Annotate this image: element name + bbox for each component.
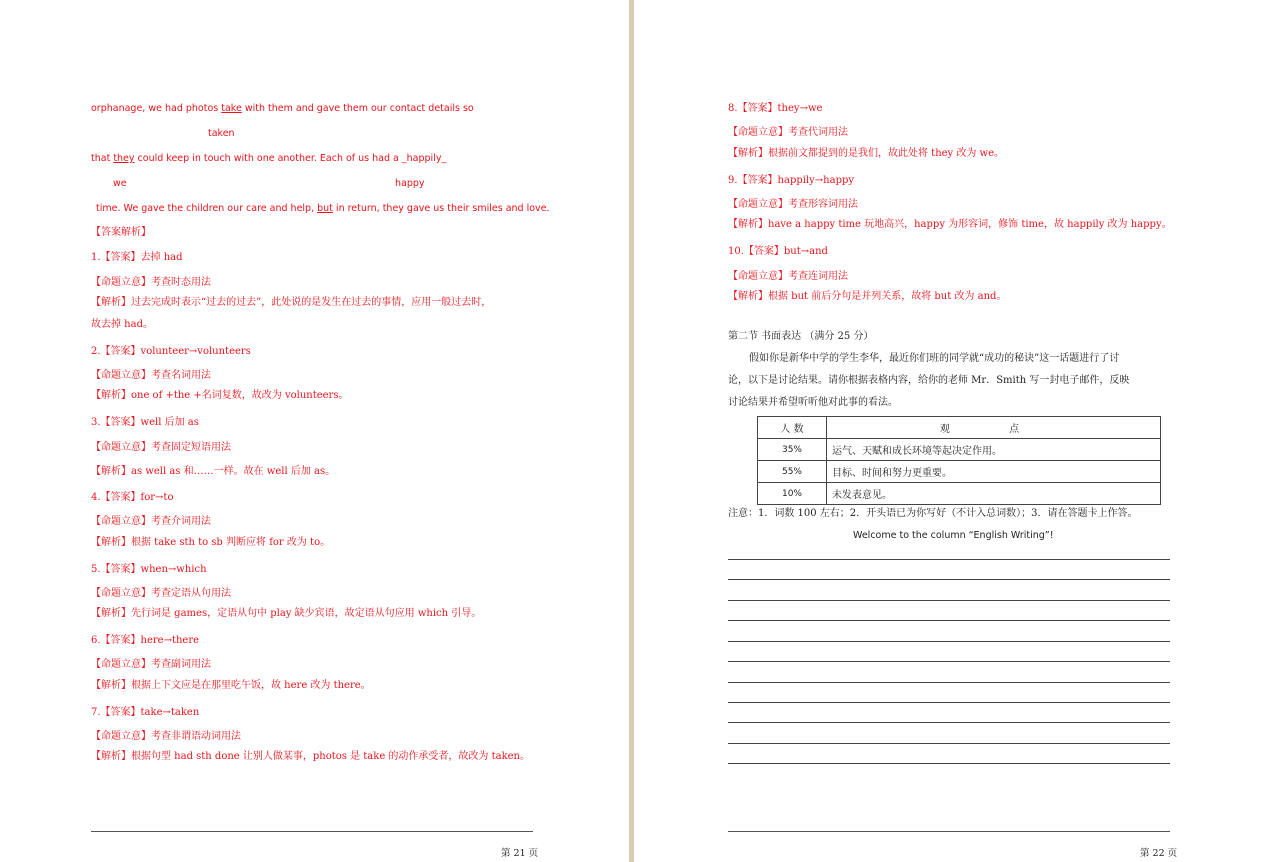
analysis-5: 【解析】先行词是 games，定语从句中 play 缺少宾语，故定语从句应用 which 引导。 xyxy=(91,608,482,619)
answer-8: 8.【答案】they→we xyxy=(728,103,823,114)
passage-line-5 xyxy=(96,202,550,215)
answer-9: 9.【答案】happily→happy xyxy=(728,175,855,186)
analysis-1-cont: 故去掉 had。 xyxy=(91,319,153,330)
answer-4: 4.【答案】for→to xyxy=(91,492,174,503)
correction-we: we xyxy=(113,178,127,189)
page-21 xyxy=(0,0,629,862)
intent-9: 【命题立意】考查形容词用法 xyxy=(728,199,858,210)
writing-line xyxy=(728,722,1170,723)
analysis-10: 【解析】根据 but 前后分句是并列关系，故将 but 改为 and。 xyxy=(728,291,1007,302)
answer-1: 1.【答案】去掉 had xyxy=(91,252,183,263)
intent-10: 【命题立意】考查连词用法 xyxy=(728,271,848,282)
passage-text: in return, they gave us their smiles and love. xyxy=(332,203,550,214)
row-percent: 10% xyxy=(758,483,827,505)
table-row xyxy=(758,483,1161,505)
writing-line xyxy=(728,743,1170,744)
writing-line xyxy=(728,620,1170,621)
writing-line xyxy=(728,661,1170,662)
answer-6: 6.【答案】here→there xyxy=(91,635,200,646)
row-view: 目标、时间和努力更重要。 xyxy=(827,461,1161,483)
prompt-line-2: 论，以下是讨论结果。请你根据表格内容，给你的老师 Mr．Smith 写一封电子邮件，反映 xyxy=(728,375,1130,386)
passage-marked-word: they xyxy=(113,153,135,164)
answer-7: 7.【答案】take→taken xyxy=(91,707,200,718)
analysis-1: 【解析】过去完成时表示“过去的过去”，此处说的是发生在过去的事情，应用一般过去时， xyxy=(91,297,492,308)
intent-1: 【命题立意】考查时态用法 xyxy=(91,277,211,288)
answer-10: 10.【答案】but→and xyxy=(728,246,828,257)
writing-line xyxy=(728,702,1170,703)
table-header-row xyxy=(758,417,1161,439)
intent-3: 【命题立意】考查固定短语用法 xyxy=(91,442,231,453)
page-number: 第 21 页 xyxy=(501,848,539,859)
correction-happy: happy xyxy=(395,178,425,189)
passage-line-1 xyxy=(91,102,474,115)
writing-line xyxy=(728,763,1170,764)
opinion-table xyxy=(757,416,1161,505)
answers-heading: 【答案解析】 xyxy=(91,227,151,238)
analysis-3: 【解析】as well as 和……一样。故在 well 后加 as。 xyxy=(91,466,336,477)
writing-line xyxy=(728,559,1170,560)
analysis-6: 【解析】根据上下文应是在那里吃午饭，故 here 改为 there。 xyxy=(91,680,371,691)
intent-2: 【命题立意】考查名词用法 xyxy=(91,370,211,381)
passage-text: orphanage, we had photos xyxy=(91,103,222,114)
passage-text: that xyxy=(91,153,114,164)
header-view: 观 点 xyxy=(827,417,1161,439)
writing-line xyxy=(728,579,1170,580)
answer-5: 5.【答案】when→which xyxy=(91,564,207,575)
correction-taken: taken xyxy=(208,128,235,139)
analysis-8: 【解析】根据前文都提到的是我们，故此处将 they 改为 we。 xyxy=(728,148,1005,159)
passage-text: could keep in touch with one another. Each of us had a xyxy=(134,153,402,164)
writing-line xyxy=(728,641,1170,642)
passage-text: time. We gave the children our care and help, xyxy=(96,203,318,214)
row-percent: 55% xyxy=(758,461,827,483)
passage-line-3 xyxy=(91,152,446,165)
writing-line xyxy=(728,682,1170,683)
intent-8: 【命题立意】考查代词用法 xyxy=(728,127,848,138)
analysis-4: 【解析】根据 take sth to sb 判断应将 for 改为 to。 xyxy=(91,537,331,548)
intent-7: 【命题立意】考查非谓语动词用法 xyxy=(91,731,241,742)
prompt-line-3: 讨论结果并希望听听他对此事的看法。 xyxy=(728,397,898,408)
passage-marked-word: _happily_ xyxy=(401,153,447,164)
passage-marked-word: but xyxy=(317,203,333,214)
row-percent: 35% xyxy=(758,439,827,461)
table-row xyxy=(758,439,1161,461)
note: 注意：1．词数 100 左右；2．开头语已为你写好（不计入总词数）；3．请在答题卡上作答。 xyxy=(728,508,1138,519)
row-view: 运气、天赋和成长环境等起决定作用。 xyxy=(827,439,1161,461)
passage-marked-word: take xyxy=(221,103,242,114)
analysis-9: 【解析】have a happy time 玩地高兴，happy 为形容词，修饰 time，故 happily 改为 happy。 xyxy=(728,219,1172,230)
footer-rule xyxy=(728,831,1170,832)
header-count: 人 数 xyxy=(758,417,827,439)
analysis-7: 【解析】根据句型 had sth done 让别人做某事，photos 是 take 的动作承受者，故改为 taken。 xyxy=(91,751,530,762)
opening-line: Welcome to the column “English Writing”! xyxy=(853,530,1054,541)
intent-6: 【命题立意】考查副词用法 xyxy=(91,659,211,670)
answer-3: 3.【答案】well 后加 as xyxy=(91,417,199,428)
intent-5: 【命题立意】考查定语从句用法 xyxy=(91,588,231,599)
passage-text: with them and gave them our contact details so xyxy=(241,103,474,114)
writing-line xyxy=(728,600,1170,601)
page-22 xyxy=(634,0,1267,862)
answer-2: 2.【答案】volunteer→volunteers xyxy=(91,346,251,357)
analysis-2: 【解析】one of +the +名词复数，故改为 volunteers。 xyxy=(91,390,349,401)
table-row xyxy=(758,461,1161,483)
prompt-line-1: 假如你是新华中学的学生李华，最近你们班的同学就“成功的秘诀”这一话题进行了讨 xyxy=(749,353,1120,364)
section-title: 第二节 书面表达 （满分 25 分） xyxy=(728,331,874,342)
page-number: 第 22 页 xyxy=(1140,848,1178,859)
row-view: 未发表意见。 xyxy=(827,483,1161,505)
footer-rule xyxy=(91,831,533,832)
intent-4: 【命题立意】考查介词用法 xyxy=(91,516,211,527)
